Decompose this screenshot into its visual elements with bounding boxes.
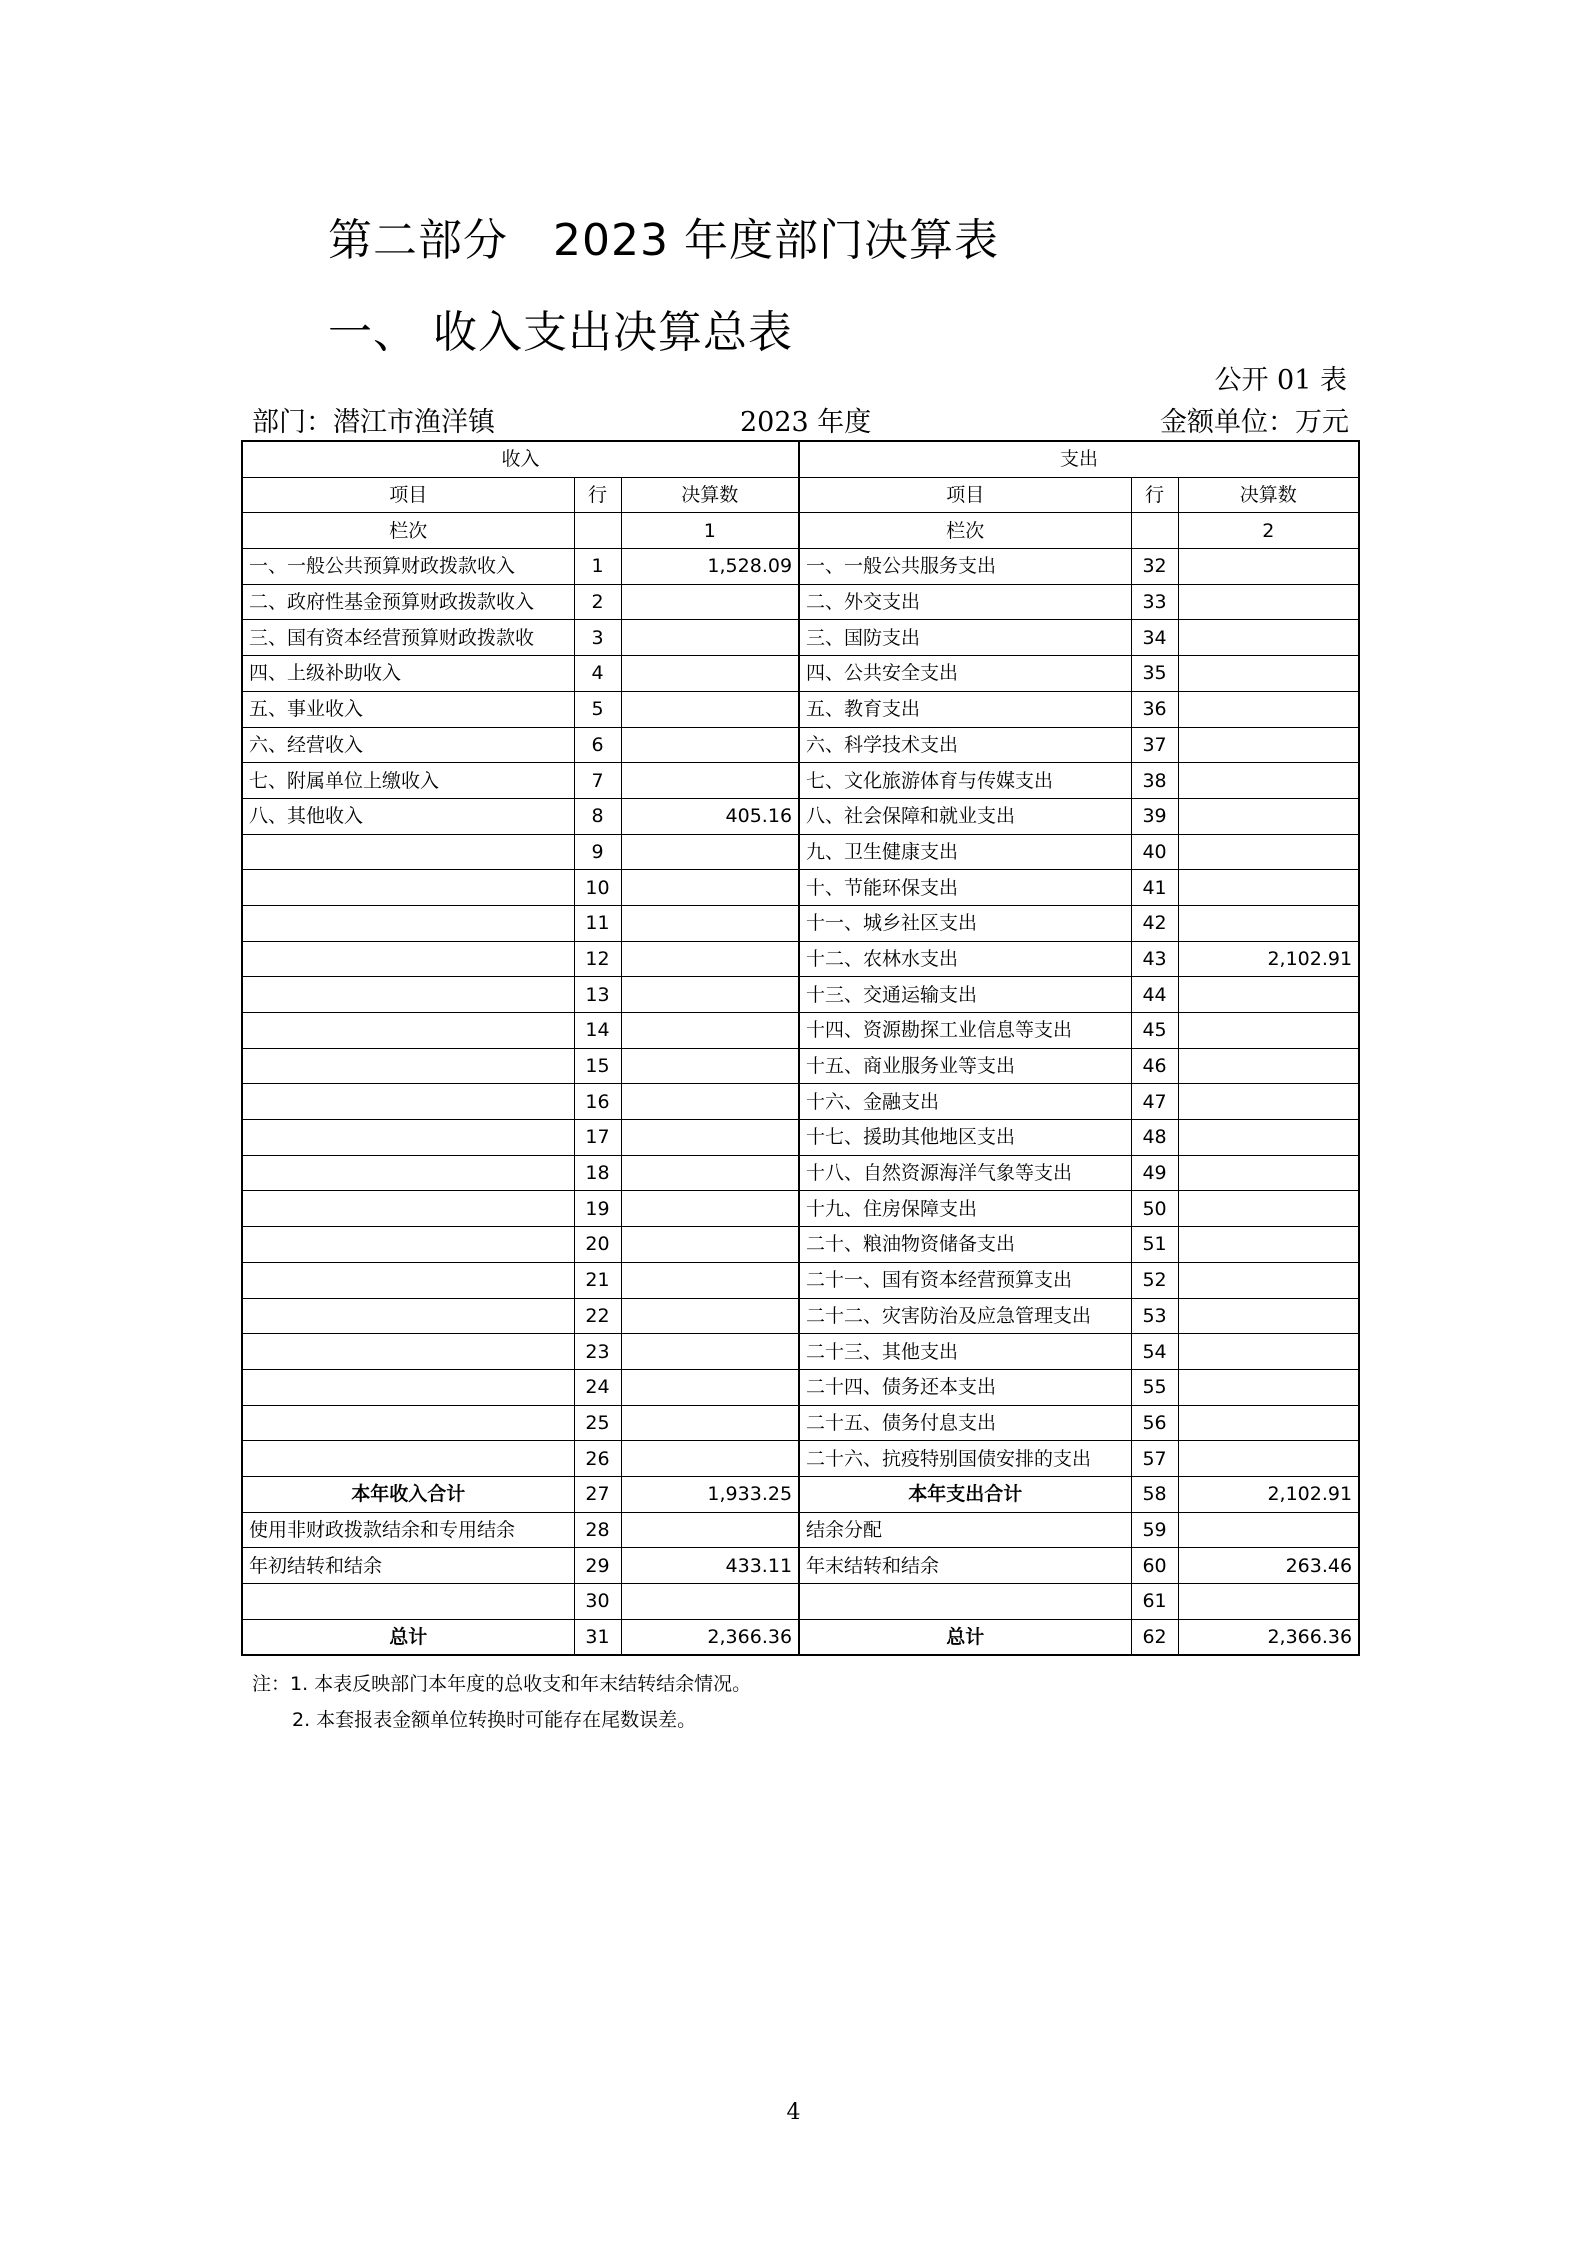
expense-row-number: 57 [1131, 1441, 1178, 1477]
expense-amount-cell [1178, 798, 1359, 834]
income-item-cell [242, 941, 574, 977]
income-item-cell [242, 1048, 574, 1084]
expense-row-number: 46 [1131, 1048, 1178, 1084]
income-row-number: 14 [574, 1013, 621, 1049]
expense-row-number: 32 [1131, 549, 1178, 585]
table-row [242, 1084, 1359, 1120]
expense-amount-cell: 2,366.36 [1178, 1619, 1359, 1655]
income-item-cell: 一、一般公共预算财政拨款收入 [242, 549, 574, 585]
expense-item-cell: 结余分配 [799, 1512, 1131, 1548]
income-amount-cell [621, 1013, 799, 1049]
income-amount-cell [621, 656, 799, 692]
expense-amount-cell [1178, 1298, 1359, 1334]
expense-amount-header: 决算数 [1178, 477, 1359, 513]
expense-item-cell: 十二、农林水支出 [799, 941, 1131, 977]
table-row [242, 1369, 1359, 1405]
part-title: 第二部分 2023 年度部门决算表 [328, 215, 999, 266]
table-row [242, 1262, 1359, 1298]
expense-item-cell: 总计 [799, 1619, 1131, 1655]
income-item-header: 项目 [242, 477, 574, 513]
income-item-cell [242, 1013, 574, 1049]
expense-item-cell: 本年支出合计 [799, 1476, 1131, 1512]
table-row [242, 834, 1359, 870]
income-amount-cell [621, 763, 799, 799]
form-number: 公开 01 表 [1214, 365, 1347, 396]
income-row-number: 2 [574, 584, 621, 620]
expense-row-number: 50 [1131, 1191, 1178, 1227]
income-amount-cell [621, 1048, 799, 1084]
table-row [242, 1298, 1359, 1334]
expense-row-number: 41 [1131, 870, 1178, 906]
expense-amount-cell [1178, 1584, 1359, 1620]
income-item-cell: 六、经营收入 [242, 727, 574, 763]
income-amount-cell [621, 834, 799, 870]
table-row [242, 584, 1359, 620]
income-row-number: 7 [574, 763, 621, 799]
expense-row-number: 54 [1131, 1334, 1178, 1370]
income-amount-header: 决算数 [621, 477, 799, 513]
income-amount-cell: 1,933.25 [621, 1476, 799, 1512]
table-row [242, 941, 1359, 977]
expense-amount-cell [1178, 834, 1359, 870]
table-row [242, 1476, 1359, 1512]
income-row-number: 11 [574, 905, 621, 941]
table-row [242, 620, 1359, 656]
income-row-number: 10 [574, 870, 621, 906]
income-amount-cell [621, 1369, 799, 1405]
income-amount-cell [621, 1120, 799, 1156]
table-row [242, 1191, 1359, 1227]
income-item-cell [242, 1191, 574, 1227]
expense-item-cell: 一、一般公共服务支出 [799, 549, 1131, 585]
table-row [242, 1512, 1359, 1548]
expense-index-label: 栏次 [799, 513, 1131, 549]
table-row [242, 1013, 1359, 1049]
column-index-row [242, 513, 1359, 549]
expense-item-cell: 八、社会保障和就业支出 [799, 798, 1131, 834]
note-line-2: 2. 本套报表金额单位转换时可能存在尾数误差。 [292, 1709, 697, 1731]
expense-row-number: 58 [1131, 1476, 1178, 1512]
income-item-cell: 八、其他收入 [242, 798, 574, 834]
income-amount-cell [621, 1298, 799, 1334]
expense-row-number: 55 [1131, 1369, 1178, 1405]
table-row [242, 1405, 1359, 1441]
expense-row-number: 39 [1131, 798, 1178, 834]
table-row [242, 1048, 1359, 1084]
expense-item-cell: 二十、粮油物资储备支出 [799, 1227, 1131, 1263]
income-item-cell [242, 1262, 574, 1298]
income-item-cell [242, 1334, 574, 1370]
income-amount-cell [621, 870, 799, 906]
expense-amount-cell [1178, 1155, 1359, 1191]
amount-unit: 金额单位：万元 [1160, 407, 1349, 438]
expense-amount-cell [1178, 1048, 1359, 1084]
table-notes [252, 1666, 751, 1738]
income-item-cell: 七、附属单位上缴收入 [242, 763, 574, 799]
expense-row-number: 38 [1131, 763, 1178, 799]
expense-row-number: 33 [1131, 584, 1178, 620]
income-item-cell: 使用非财政拨款结余和专用结余 [242, 1512, 574, 1548]
income-row-number: 28 [574, 1512, 621, 1548]
income-row-number: 1 [574, 549, 621, 585]
table-row [242, 798, 1359, 834]
expense-item-cell: 十四、资源勘探工业信息等支出 [799, 1013, 1131, 1049]
expense-amount-cell [1178, 1369, 1359, 1405]
expense-amount-cell [1178, 584, 1359, 620]
expense-row-number: 36 [1131, 691, 1178, 727]
income-item-cell [242, 870, 574, 906]
income-row-number: 13 [574, 977, 621, 1013]
income-row-number: 26 [574, 1441, 621, 1477]
section-header-row [242, 441, 1359, 477]
income-amount-cell [621, 941, 799, 977]
income-amount-cell: 2,366.36 [621, 1619, 799, 1655]
income-row-number: 17 [574, 1120, 621, 1156]
income-item-cell: 二、政府性基金预算财政拨款收入 [242, 584, 574, 620]
table-row [242, 656, 1359, 692]
income-amount-cell [621, 1191, 799, 1227]
expense-amount-cell [1178, 1120, 1359, 1156]
expense-row-number: 48 [1131, 1120, 1178, 1156]
income-row-number: 23 [574, 1334, 621, 1370]
table-row [242, 1584, 1359, 1620]
expense-amount-cell [1178, 1441, 1359, 1477]
expense-amount-cell [1178, 1334, 1359, 1370]
income-item-cell [242, 1298, 574, 1334]
income-row-number: 6 [574, 727, 621, 763]
expense-amount-cell [1178, 656, 1359, 692]
income-index-label: 栏次 [242, 513, 574, 549]
expense-item-cell: 二十一、国有资本经营预算支出 [799, 1262, 1131, 1298]
expense-row-number: 40 [1131, 834, 1178, 870]
expense-amount-cell [1178, 1512, 1359, 1548]
expense-item-header: 项目 [799, 477, 1131, 513]
expense-section-header: 支出 [799, 441, 1359, 477]
expense-item-cell: 九、卫生健康支出 [799, 834, 1131, 870]
expense-amount-cell: 2,102.91 [1178, 1476, 1359, 1512]
expense-item-cell: 十七、援助其他地区支出 [799, 1120, 1131, 1156]
expense-row-number: 47 [1131, 1084, 1178, 1120]
expense-amount-cell [1178, 1013, 1359, 1049]
income-expense-table [241, 440, 1360, 1656]
expense-row-number: 44 [1131, 977, 1178, 1013]
expense-row-number: 42 [1131, 905, 1178, 941]
income-amount-cell [621, 727, 799, 763]
income-amount-cell [621, 905, 799, 941]
income-item-cell [242, 834, 574, 870]
income-row-number: 3 [574, 620, 621, 656]
income-row-number: 5 [574, 691, 621, 727]
income-row-number: 12 [574, 941, 621, 977]
expense-amount-cell [1178, 727, 1359, 763]
income-amount-cell: 405.16 [621, 798, 799, 834]
expense-row-number: 49 [1131, 1155, 1178, 1191]
income-amount-cell [621, 1584, 799, 1620]
expense-amount-cell [1178, 1084, 1359, 1120]
table-meta [252, 400, 1349, 436]
income-row-number: 15 [574, 1048, 621, 1084]
income-amount-cell [621, 691, 799, 727]
income-row-number: 22 [574, 1298, 621, 1334]
expense-amount-cell [1178, 1405, 1359, 1441]
income-amount-cell: 433.11 [621, 1548, 799, 1584]
expense-row-number: 51 [1131, 1227, 1178, 1263]
expense-item-cell: 年末结转和结余 [799, 1548, 1131, 1584]
note-line-1: 注：1. 本表反映部门本年度的总收支和年末结转结余情况。 [252, 1673, 752, 1695]
table-row [242, 1548, 1359, 1584]
expense-amount-cell [1178, 763, 1359, 799]
expense-item-cell: 二、外交支出 [799, 584, 1131, 620]
table-row [242, 1227, 1359, 1263]
expense-row-number: 43 [1131, 941, 1178, 977]
expense-amount-cell [1178, 1227, 1359, 1263]
expense-item-cell: 二十二、灾害防治及应急管理支出 [799, 1298, 1131, 1334]
table-row [242, 1120, 1359, 1156]
expense-amount-cell [1178, 691, 1359, 727]
expense-row-number: 53 [1131, 1298, 1178, 1334]
column-header-row [242, 477, 1359, 513]
expense-row-number: 61 [1131, 1584, 1178, 1620]
table-row [242, 870, 1359, 906]
expense-amount-cell [1178, 549, 1359, 585]
table-row [242, 763, 1359, 799]
income-item-cell [242, 1155, 574, 1191]
page-number: 4 [786, 2100, 801, 2125]
income-item-cell [242, 1084, 574, 1120]
expense-amount-cell: 263.46 [1178, 1548, 1359, 1584]
expense-item-cell [799, 1584, 1131, 1620]
income-row-number: 20 [574, 1227, 621, 1263]
income-item-cell: 三、国有资本经营预算财政拨款收 [242, 620, 574, 656]
income-row-number: 25 [574, 1405, 621, 1441]
expense-amount-cell [1178, 977, 1359, 1013]
expense-amount-cell [1178, 1191, 1359, 1227]
income-amount-cell [621, 1405, 799, 1441]
expense-row-number: 62 [1131, 1619, 1178, 1655]
table-row [242, 727, 1359, 763]
income-row-number: 27 [574, 1476, 621, 1512]
income-index-blank [574, 513, 621, 549]
table-row [242, 905, 1359, 941]
expense-item-cell: 二十五、债务付息支出 [799, 1405, 1131, 1441]
income-amount-cell [621, 1441, 799, 1477]
expense-item-cell: 二十四、债务还本支出 [799, 1369, 1131, 1405]
income-item-cell [242, 1120, 574, 1156]
income-amount-cell [621, 1262, 799, 1298]
table-row [242, 1619, 1359, 1655]
income-item-cell [242, 1584, 574, 1620]
income-amount-cell [621, 1155, 799, 1191]
income-index-value: 1 [621, 513, 799, 549]
income-row-number: 21 [574, 1262, 621, 1298]
expense-row-number: 35 [1131, 656, 1178, 692]
income-amount-cell [621, 1512, 799, 1548]
fiscal-year: 2023 年度 [740, 407, 872, 438]
income-item-cell: 五、事业收入 [242, 691, 574, 727]
expense-item-cell: 十、节能环保支出 [799, 870, 1131, 906]
income-row-number: 24 [574, 1369, 621, 1405]
expense-item-cell: 十五、商业服务业等支出 [799, 1048, 1131, 1084]
income-amount-cell: 1,528.09 [621, 549, 799, 585]
expense-amount-cell: 2,102.91 [1178, 941, 1359, 977]
expense-amount-cell [1178, 905, 1359, 941]
expense-item-cell: 五、教育支出 [799, 691, 1131, 727]
income-amount-cell [621, 1084, 799, 1120]
expense-amount-cell [1178, 870, 1359, 906]
income-item-cell [242, 905, 574, 941]
table-title: 一、 收入支出决算总表 [328, 307, 793, 358]
expense-index-value: 2 [1178, 513, 1359, 549]
expense-item-cell: 十六、金融支出 [799, 1084, 1131, 1120]
expense-amount-cell [1178, 1262, 1359, 1298]
table-row [242, 977, 1359, 1013]
table-row [242, 549, 1359, 585]
income-row-number: 8 [574, 798, 621, 834]
income-item-cell [242, 1405, 574, 1441]
expense-item-cell: 十一、城乡社区支出 [799, 905, 1131, 941]
expense-item-cell: 二十六、抗疫特别国债安排的支出 [799, 1441, 1131, 1477]
income-item-cell: 四、上级补助收入 [242, 656, 574, 692]
expense-item-cell: 十三、交通运输支出 [799, 977, 1131, 1013]
table-row [242, 691, 1359, 727]
income-row-number: 4 [574, 656, 621, 692]
expense-row-header: 行 [1131, 477, 1178, 513]
expense-item-cell: 七、文化旅游体育与传媒支出 [799, 763, 1131, 799]
income-row-number: 31 [574, 1619, 621, 1655]
income-amount-cell [621, 620, 799, 656]
income-item-cell [242, 1441, 574, 1477]
table-row [242, 1334, 1359, 1370]
expense-row-number: 59 [1131, 1512, 1178, 1548]
expense-row-number: 52 [1131, 1262, 1178, 1298]
income-amount-cell [621, 584, 799, 620]
expense-row-number: 60 [1131, 1548, 1178, 1584]
income-amount-cell [621, 977, 799, 1013]
expense-amount-cell [1178, 620, 1359, 656]
income-amount-cell [621, 1334, 799, 1370]
table-row [242, 1155, 1359, 1191]
expense-item-cell: 三、国防支出 [799, 620, 1131, 656]
income-amount-cell [621, 1227, 799, 1263]
expense-item-cell: 十九、住房保障支出 [799, 1191, 1131, 1227]
income-section-header: 收入 [242, 441, 799, 477]
income-row-number: 18 [574, 1155, 621, 1191]
table-row [242, 1441, 1359, 1477]
income-item-cell: 本年收入合计 [242, 1476, 574, 1512]
expense-row-number: 37 [1131, 727, 1178, 763]
income-item-cell [242, 1227, 574, 1263]
income-item-cell [242, 1369, 574, 1405]
income-row-header: 行 [574, 477, 621, 513]
expense-row-number: 56 [1131, 1405, 1178, 1441]
income-item-cell [242, 977, 574, 1013]
expense-item-cell: 四、公共安全支出 [799, 656, 1131, 692]
expense-item-cell: 二十三、其他支出 [799, 1334, 1131, 1370]
income-row-number: 9 [574, 834, 621, 870]
department-label: 部门：潜江市渔洋镇 [252, 407, 495, 438]
expense-item-cell: 十八、自然资源海洋气象等支出 [799, 1155, 1131, 1191]
expense-index-blank [1131, 513, 1178, 549]
expense-row-number: 45 [1131, 1013, 1178, 1049]
income-row-number: 29 [574, 1548, 621, 1584]
income-row-number: 30 [574, 1584, 621, 1620]
income-row-number: 16 [574, 1084, 621, 1120]
income-item-cell: 年初结转和结余 [242, 1548, 574, 1584]
income-item-cell: 总计 [242, 1619, 574, 1655]
expense-row-number: 34 [1131, 620, 1178, 656]
income-row-number: 19 [574, 1191, 621, 1227]
expense-item-cell: 六、科学技术支出 [799, 727, 1131, 763]
